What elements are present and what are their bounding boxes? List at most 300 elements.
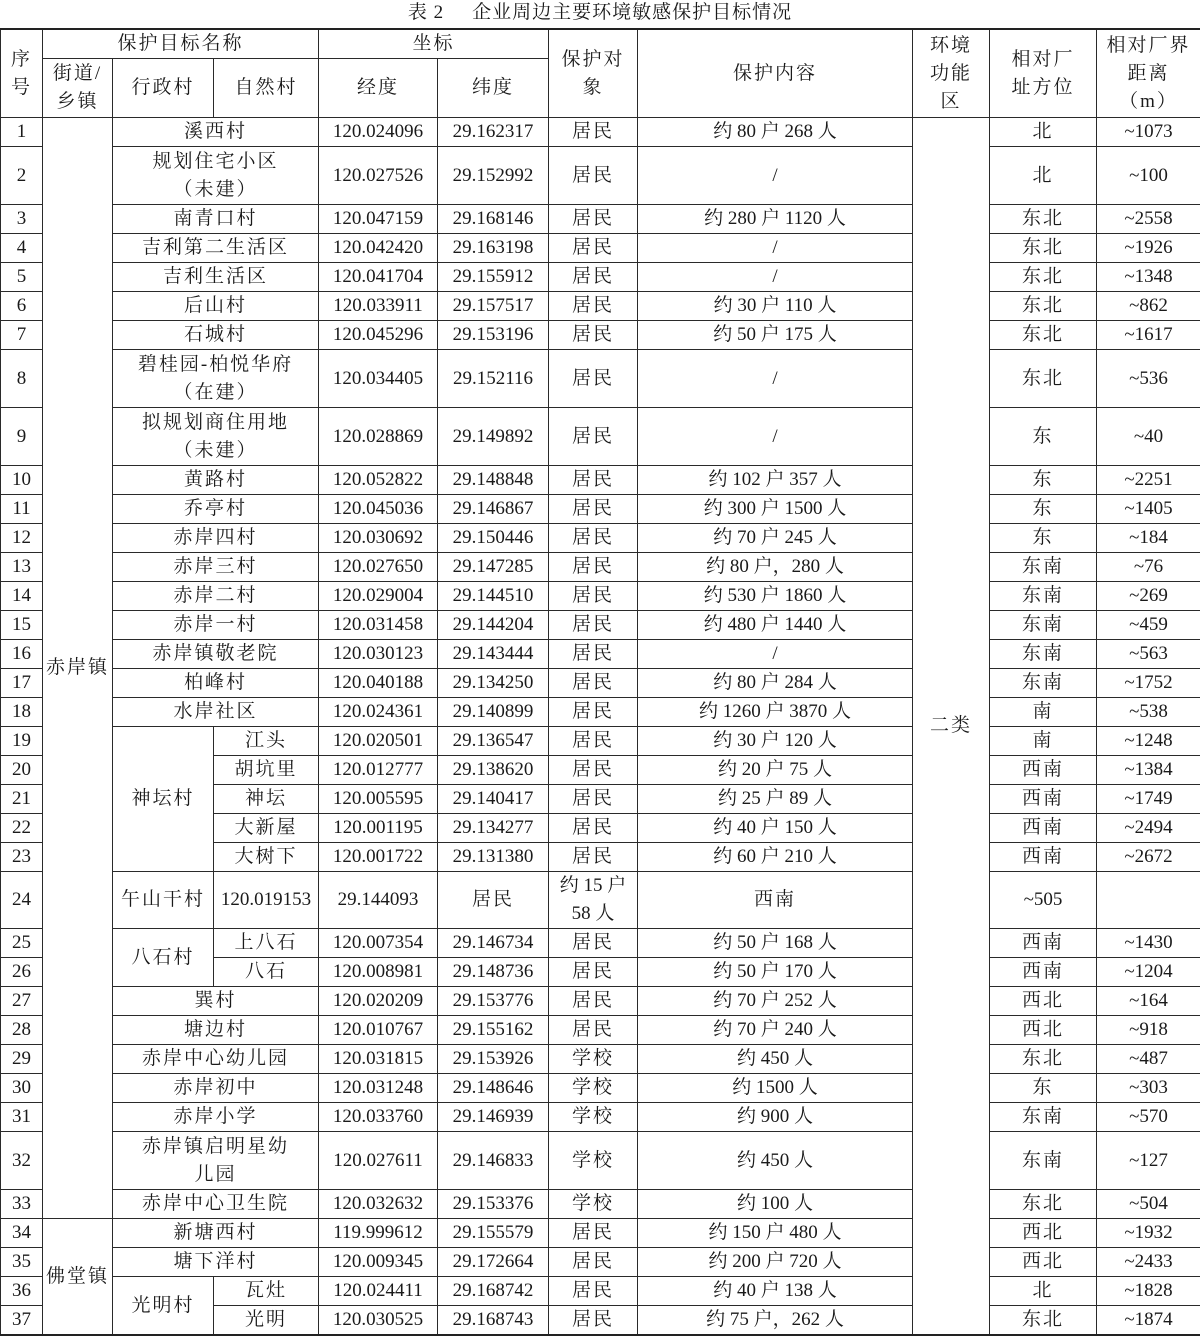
longitude-cell: 120.045296 bbox=[319, 321, 438, 350]
distance-cell: ~1617 bbox=[1097, 321, 1200, 350]
longitude-cell: 120.047159 bbox=[319, 205, 438, 234]
latitude-cell: 29.148646 bbox=[438, 1074, 549, 1103]
object-cell: 居民 bbox=[549, 263, 638, 292]
longitude-cell: 120.005595 bbox=[319, 785, 438, 814]
object-cell: 居民 bbox=[549, 321, 638, 350]
natural-village-cell: 大新屋 bbox=[214, 814, 319, 843]
seq-cell: 31 bbox=[1, 1103, 43, 1132]
header-target-name: 保护目标名称 bbox=[43, 29, 319, 59]
content-cell: / bbox=[638, 640, 913, 669]
target-name-cell: 新塘西村 bbox=[113, 1219, 319, 1248]
content-cell: 约 1260 户 3870 人 bbox=[638, 698, 913, 727]
longitude-cell: 120.020209 bbox=[319, 987, 438, 1016]
distance-cell: ~504 bbox=[1097, 1190, 1200, 1219]
latitude-cell: 29.168146 bbox=[438, 205, 549, 234]
content-cell: 约 1500 人 bbox=[638, 1074, 913, 1103]
direction-cell: 东 bbox=[990, 466, 1097, 495]
target-name-cell: 赤岸二村 bbox=[113, 582, 319, 611]
object-cell: 居民 bbox=[549, 205, 638, 234]
seq-cell: 16 bbox=[1, 640, 43, 669]
longitude-cell: 120.031248 bbox=[319, 1074, 438, 1103]
table-row bbox=[1, 872, 1200, 929]
direction-cell: 西南 bbox=[638, 872, 913, 929]
natural-village-cell: 上八石 bbox=[214, 929, 319, 958]
seq-cell: 23 bbox=[1, 843, 43, 872]
direction-cell: 东北 bbox=[990, 1045, 1097, 1074]
content-cell: 约 40 户 150 人 bbox=[638, 814, 913, 843]
natural-village-cell: 神坛 bbox=[214, 785, 319, 814]
longitude-cell: 120.042420 bbox=[319, 234, 438, 263]
table-row bbox=[1, 147, 1200, 205]
direction-cell: 东 bbox=[990, 408, 1097, 466]
target-name-cell: 后山村 bbox=[113, 292, 319, 321]
target-name-cell: 赤岸初中 bbox=[113, 1074, 319, 1103]
table-row bbox=[1, 611, 1200, 640]
latitude-cell: 29.149892 bbox=[438, 408, 549, 466]
longitude-cell: 120.019153 bbox=[214, 872, 319, 929]
object-cell: 居民 bbox=[549, 611, 638, 640]
content-cell: 约 60 户 210 人 bbox=[638, 843, 913, 872]
object-cell: 居民 bbox=[438, 872, 549, 929]
object-cell: 居民 bbox=[549, 929, 638, 958]
table-row bbox=[1, 698, 1200, 727]
header-natural-village: 自然村 bbox=[214, 59, 319, 118]
distance-cell: ~563 bbox=[1097, 640, 1200, 669]
seq-cell: 33 bbox=[1, 1190, 43, 1219]
object-cell: 居民 bbox=[549, 582, 638, 611]
direction-cell: 西南 bbox=[990, 958, 1097, 987]
content-cell: 约 102 户 357 人 bbox=[638, 466, 913, 495]
seq-cell: 29 bbox=[1, 1045, 43, 1074]
target-name-cell: 水岸社区 bbox=[113, 698, 319, 727]
table-row bbox=[1, 292, 1200, 321]
town-cell: 赤岸镇 bbox=[43, 118, 113, 1219]
direction-cell: 东北 bbox=[990, 263, 1097, 292]
seq-cell: 10 bbox=[1, 466, 43, 495]
table-row bbox=[1, 1277, 1200, 1306]
seq-cell: 24 bbox=[1, 872, 43, 929]
longitude-cell: 120.030692 bbox=[319, 524, 438, 553]
table-row bbox=[1, 1190, 1200, 1219]
target-name-cell: 赤岸小学 bbox=[113, 1103, 319, 1132]
table-row bbox=[1, 408, 1200, 466]
table-row bbox=[1, 727, 1200, 756]
latitude-cell: 29.155579 bbox=[438, 1219, 549, 1248]
table-row bbox=[1, 263, 1200, 292]
distance-cell: ~76 bbox=[1097, 553, 1200, 582]
direction-cell: 东北 bbox=[990, 321, 1097, 350]
object-cell: 居民 bbox=[549, 1219, 638, 1248]
distance-cell: ~459 bbox=[1097, 611, 1200, 640]
seq-cell: 2 bbox=[1, 147, 43, 205]
longitude-cell: 120.010767 bbox=[319, 1016, 438, 1045]
direction-cell: 西南 bbox=[990, 929, 1097, 958]
object-cell: 居民 bbox=[549, 756, 638, 785]
distance-cell: ~184 bbox=[1097, 524, 1200, 553]
latitude-cell: 29.144093 bbox=[319, 872, 438, 929]
target-name-cell: 石城村 bbox=[113, 321, 319, 350]
table-row bbox=[1, 205, 1200, 234]
object-cell: 居民 bbox=[549, 698, 638, 727]
table-row bbox=[1, 350, 1200, 408]
latitude-cell: 29.144204 bbox=[438, 611, 549, 640]
seq-cell: 17 bbox=[1, 669, 43, 698]
seq-cell: 6 bbox=[1, 292, 43, 321]
natural-village-cell: 瓦灶 bbox=[214, 1277, 319, 1306]
content-cell: 约 300 户 1500 人 bbox=[638, 495, 913, 524]
seq-cell: 34 bbox=[1, 1219, 43, 1248]
content-cell: 约 50 户 170 人 bbox=[638, 958, 913, 987]
longitude-cell: 120.034405 bbox=[319, 350, 438, 408]
object-cell: 学校 bbox=[549, 1045, 638, 1074]
longitude-cell: 119.999612 bbox=[319, 1219, 438, 1248]
object-cell: 居民 bbox=[549, 524, 638, 553]
direction-cell: 东北 bbox=[990, 350, 1097, 408]
object-cell: 学校 bbox=[549, 1132, 638, 1190]
content-cell: 约 280 户 1120 人 bbox=[638, 205, 913, 234]
longitude-cell: 120.024096 bbox=[319, 118, 438, 147]
table-row bbox=[1, 1248, 1200, 1277]
content-cell: 约 80 户 284 人 bbox=[638, 669, 913, 698]
table-row bbox=[1, 669, 1200, 698]
content-cell: 约 50 户 175 人 bbox=[638, 321, 913, 350]
distance-cell: ~1749 bbox=[1097, 785, 1200, 814]
longitude-cell: 120.031815 bbox=[319, 1045, 438, 1074]
latitude-cell: 29.153926 bbox=[438, 1045, 549, 1074]
content-cell: 约 30 户 110 人 bbox=[638, 292, 913, 321]
direction-cell: 西北 bbox=[990, 987, 1097, 1016]
distance-cell: ~127 bbox=[1097, 1132, 1200, 1190]
distance-cell: ~100 bbox=[1097, 147, 1200, 205]
content-cell: 约 70 户 240 人 bbox=[638, 1016, 913, 1045]
natural-village-cell: 八石 bbox=[214, 958, 319, 987]
object-cell: 居民 bbox=[549, 118, 638, 147]
town-cell: 佛堂镇 bbox=[43, 1219, 113, 1336]
direction-cell: 西南 bbox=[990, 843, 1097, 872]
table-row bbox=[1, 1045, 1200, 1074]
longitude-cell: 120.024361 bbox=[319, 698, 438, 727]
distance-cell: ~487 bbox=[1097, 1045, 1200, 1074]
target-name-cell: 赤岸一村 bbox=[113, 611, 319, 640]
distance-cell: ~2558 bbox=[1097, 205, 1200, 234]
longitude-cell: 120.007354 bbox=[319, 929, 438, 958]
object-cell: 居民 bbox=[549, 553, 638, 582]
table-row bbox=[1, 1132, 1200, 1190]
object-cell: 居民 bbox=[549, 727, 638, 756]
latitude-cell: 29.146867 bbox=[438, 495, 549, 524]
table-row bbox=[1, 234, 1200, 263]
target-name-cell: 规划住宅小区（未建） bbox=[113, 147, 319, 205]
distance-cell: ~1932 bbox=[1097, 1219, 1200, 1248]
latitude-cell: 29.163198 bbox=[438, 234, 549, 263]
latitude-cell: 29.140417 bbox=[438, 785, 549, 814]
seq-cell: 37 bbox=[1, 1306, 43, 1336]
distance-cell: ~1348 bbox=[1097, 263, 1200, 292]
direction-cell: 东南 bbox=[990, 669, 1097, 698]
natural-village-cell: 光明 bbox=[214, 1306, 319, 1336]
latitude-cell: 29.146939 bbox=[438, 1103, 549, 1132]
latitude-cell: 29.153776 bbox=[438, 987, 549, 1016]
table-caption bbox=[0, 0, 1200, 28]
seq-cell: 4 bbox=[1, 234, 43, 263]
object-cell: 学校 bbox=[549, 1074, 638, 1103]
header-seq: 序号 bbox=[1, 29, 43, 118]
distance-cell: ~2494 bbox=[1097, 814, 1200, 843]
object-cell: 居民 bbox=[549, 234, 638, 263]
direction-cell: 东北 bbox=[990, 1190, 1097, 1219]
direction-cell: 东北 bbox=[990, 1306, 1097, 1336]
latitude-cell: 29.138620 bbox=[438, 756, 549, 785]
target-name-cell: 赤岸中心幼儿园 bbox=[113, 1045, 319, 1074]
direction-cell: 西南 bbox=[990, 785, 1097, 814]
seq-cell: 35 bbox=[1, 1248, 43, 1277]
seq-cell: 32 bbox=[1, 1132, 43, 1190]
longitude-cell: 120.040188 bbox=[319, 669, 438, 698]
latitude-cell: 29.146833 bbox=[438, 1132, 549, 1190]
object-cell: 学校 bbox=[549, 1190, 638, 1219]
object-cell: 居民 bbox=[549, 843, 638, 872]
content-cell: 约 25 户 89 人 bbox=[638, 785, 913, 814]
target-name-cell: 赤岸镇敬老院 bbox=[113, 640, 319, 669]
content-cell: 约 70 户 245 人 bbox=[638, 524, 913, 553]
seq-cell: 22 bbox=[1, 814, 43, 843]
content-cell: 约 100 人 bbox=[638, 1190, 913, 1219]
target-name-cell: 吉利第二生活区 bbox=[113, 234, 319, 263]
header-direction: 相对厂址方位 bbox=[990, 29, 1097, 118]
distance-cell: ~1874 bbox=[1097, 1306, 1200, 1336]
seq-cell: 21 bbox=[1, 785, 43, 814]
seq-cell: 30 bbox=[1, 1074, 43, 1103]
content-cell: 约 75 户，262 人 bbox=[638, 1306, 913, 1336]
table-title: 企业周边主要环境敏感保护目标情况 bbox=[472, 2, 793, 23]
longitude-cell: 120.033760 bbox=[319, 1103, 438, 1132]
table-row bbox=[1, 466, 1200, 495]
distance-cell: ~2433 bbox=[1097, 1248, 1200, 1277]
seq-cell: 8 bbox=[1, 350, 43, 408]
longitude-cell: 120.027650 bbox=[319, 553, 438, 582]
object-cell: 学校 bbox=[549, 1103, 638, 1132]
distance-cell: ~538 bbox=[1097, 698, 1200, 727]
header-zone: 环境功能区 bbox=[913, 29, 990, 118]
direction-cell: 西北 bbox=[990, 1016, 1097, 1045]
latitude-cell: 29.153196 bbox=[438, 321, 549, 350]
longitude-cell: 120.031458 bbox=[319, 611, 438, 640]
seq-cell: 3 bbox=[1, 205, 43, 234]
longitude-cell: 120.032632 bbox=[319, 1190, 438, 1219]
header-object: 保护对象 bbox=[549, 29, 638, 118]
direction-cell: 东南 bbox=[990, 553, 1097, 582]
object-cell: 居民 bbox=[549, 987, 638, 1016]
admin-village-cell: 神坛村 bbox=[113, 727, 214, 872]
target-name-cell: 赤岸四村 bbox=[113, 524, 319, 553]
distance-cell: ~40 bbox=[1097, 408, 1200, 466]
content-cell: 约 80 户，280 人 bbox=[638, 553, 913, 582]
direction-cell: 西南 bbox=[990, 814, 1097, 843]
seq-cell: 26 bbox=[1, 958, 43, 987]
latitude-cell: 29.168743 bbox=[438, 1306, 549, 1336]
distance-cell: ~1926 bbox=[1097, 234, 1200, 263]
object-cell: 居民 bbox=[549, 350, 638, 408]
header-distance: 相对厂界距离（m） bbox=[1097, 29, 1200, 118]
distance-cell: ~1828 bbox=[1097, 1277, 1200, 1306]
object-cell: 居民 bbox=[549, 1306, 638, 1336]
table-number: 表 2 bbox=[407, 2, 445, 23]
content-cell: 约 15 户 58 人 bbox=[549, 872, 638, 929]
latitude-cell: 29.143444 bbox=[438, 640, 549, 669]
object-cell: 居民 bbox=[549, 147, 638, 205]
distance-cell: ~1073 bbox=[1097, 118, 1200, 147]
latitude-cell: 29.152116 bbox=[438, 350, 549, 408]
admin-village-cell: 光明村 bbox=[113, 1277, 214, 1336]
seq-cell: 5 bbox=[1, 263, 43, 292]
seq-cell: 27 bbox=[1, 987, 43, 1016]
latitude-cell: 29.155912 bbox=[438, 263, 549, 292]
direction-cell: 西北 bbox=[990, 1219, 1097, 1248]
header-longitude: 经度 bbox=[319, 59, 438, 118]
table-row bbox=[1, 1103, 1200, 1132]
table-row bbox=[1, 524, 1200, 553]
seq-cell: 7 bbox=[1, 321, 43, 350]
content-cell: 约 200 户 720 人 bbox=[638, 1248, 913, 1277]
object-cell: 居民 bbox=[549, 814, 638, 843]
natural-village-cell: 胡坑里 bbox=[214, 756, 319, 785]
latitude-cell: 29.136547 bbox=[438, 727, 549, 756]
table-row bbox=[1, 495, 1200, 524]
table-row bbox=[1, 987, 1200, 1016]
distance-cell: ~1248 bbox=[1097, 727, 1200, 756]
object-cell: 居民 bbox=[549, 1016, 638, 1045]
latitude-cell: 29.134250 bbox=[438, 669, 549, 698]
zone-cell: 二类 bbox=[913, 118, 990, 1336]
direction-cell: 东 bbox=[990, 495, 1097, 524]
table-row bbox=[1, 1016, 1200, 1045]
header-coordinates: 坐标 bbox=[319, 29, 549, 59]
object-cell: 居民 bbox=[549, 958, 638, 987]
content-cell: 约 30 户 120 人 bbox=[638, 727, 913, 756]
longitude-cell: 120.027526 bbox=[319, 147, 438, 205]
longitude-cell: 120.030123 bbox=[319, 640, 438, 669]
header-latitude: 纬度 bbox=[438, 59, 549, 118]
target-name-cell: 赤岸中心卫生院 bbox=[113, 1190, 319, 1219]
distance-cell: ~1384 bbox=[1097, 756, 1200, 785]
content-cell: 约 530 户 1860 人 bbox=[638, 582, 913, 611]
direction-cell: 西北 bbox=[990, 1248, 1097, 1277]
distance-cell: ~303 bbox=[1097, 1074, 1200, 1103]
content-cell: 约 450 人 bbox=[638, 1045, 913, 1074]
distance-cell: ~918 bbox=[1097, 1016, 1200, 1045]
direction-cell: 东北 bbox=[990, 205, 1097, 234]
seq-cell: 28 bbox=[1, 1016, 43, 1045]
object-cell: 居民 bbox=[549, 495, 638, 524]
direction-cell: 北 bbox=[990, 1277, 1097, 1306]
latitude-cell: 29.152992 bbox=[438, 147, 549, 205]
target-name-cell: 溪西村 bbox=[113, 118, 319, 147]
latitude-cell: 29.146734 bbox=[438, 929, 549, 958]
direction-cell: 东南 bbox=[990, 1132, 1097, 1190]
longitude-cell: 120.030525 bbox=[319, 1306, 438, 1336]
sensitive-targets-table bbox=[0, 28, 1200, 1336]
natural-village-cell: 午山干村 bbox=[113, 872, 214, 929]
longitude-cell: 120.008981 bbox=[319, 958, 438, 987]
longitude-cell: 120.033911 bbox=[319, 292, 438, 321]
natural-village-cell: 江头 bbox=[214, 727, 319, 756]
latitude-cell: 29.162317 bbox=[438, 118, 549, 147]
latitude-cell: 29.168742 bbox=[438, 1277, 549, 1306]
distance-cell: ~1204 bbox=[1097, 958, 1200, 987]
object-cell: 居民 bbox=[549, 292, 638, 321]
content-cell: / bbox=[638, 408, 913, 466]
distance-cell: ~1430 bbox=[1097, 929, 1200, 958]
distance-cell: ~536 bbox=[1097, 350, 1200, 408]
target-name-cell: 吉利生活区 bbox=[113, 263, 319, 292]
latitude-cell: 29.155162 bbox=[438, 1016, 549, 1045]
longitude-cell: 120.001722 bbox=[319, 843, 438, 872]
table-row bbox=[1, 1074, 1200, 1103]
seq-cell: 14 bbox=[1, 582, 43, 611]
object-cell: 居民 bbox=[549, 408, 638, 466]
seq-cell: 36 bbox=[1, 1277, 43, 1306]
seq-cell: 9 bbox=[1, 408, 43, 466]
object-cell: 居民 bbox=[549, 785, 638, 814]
content-cell: 约 900 人 bbox=[638, 1103, 913, 1132]
direction-cell: 东北 bbox=[990, 292, 1097, 321]
target-name-cell: 塘下洋村 bbox=[113, 1248, 319, 1277]
target-name-cell: 柏峰村 bbox=[113, 669, 319, 698]
seq-cell: 19 bbox=[1, 727, 43, 756]
distance-cell: ~269 bbox=[1097, 582, 1200, 611]
longitude-cell: 120.041704 bbox=[319, 263, 438, 292]
distance-cell: ~164 bbox=[1097, 987, 1200, 1016]
target-name-cell: 赤岸镇启明星幼儿园 bbox=[113, 1132, 319, 1190]
longitude-cell: 120.020501 bbox=[319, 727, 438, 756]
latitude-cell: 29.172664 bbox=[438, 1248, 549, 1277]
distance-cell: ~2251 bbox=[1097, 466, 1200, 495]
seq-cell: 11 bbox=[1, 495, 43, 524]
longitude-cell: 120.028869 bbox=[319, 408, 438, 466]
latitude-cell: 29.144510 bbox=[438, 582, 549, 611]
direction-cell: 南 bbox=[990, 698, 1097, 727]
direction-cell: 东南 bbox=[990, 640, 1097, 669]
target-name-cell: 黄路村 bbox=[113, 466, 319, 495]
longitude-cell: 120.052822 bbox=[319, 466, 438, 495]
latitude-cell: 29.147285 bbox=[438, 553, 549, 582]
latitude-cell: 29.153376 bbox=[438, 1190, 549, 1219]
seq-cell: 13 bbox=[1, 553, 43, 582]
seq-cell: 15 bbox=[1, 611, 43, 640]
direction-cell: 北 bbox=[990, 118, 1097, 147]
table-row bbox=[1, 582, 1200, 611]
content-cell: 约 480 户 1440 人 bbox=[638, 611, 913, 640]
latitude-cell: 29.157517 bbox=[438, 292, 549, 321]
latitude-cell: 29.150446 bbox=[438, 524, 549, 553]
header-admin-village: 行政村 bbox=[113, 59, 214, 118]
seq-cell: 18 bbox=[1, 698, 43, 727]
direction-cell: 南 bbox=[990, 727, 1097, 756]
distance-cell: ~1752 bbox=[1097, 669, 1200, 698]
seq-cell: 1 bbox=[1, 118, 43, 147]
longitude-cell: 120.029004 bbox=[319, 582, 438, 611]
target-name-cell: 赤岸三村 bbox=[113, 553, 319, 582]
longitude-cell: 120.045036 bbox=[319, 495, 438, 524]
table-row bbox=[1, 1219, 1200, 1248]
content-cell: 约 20 户 75 人 bbox=[638, 756, 913, 785]
seq-cell: 20 bbox=[1, 756, 43, 785]
latitude-cell: 29.134277 bbox=[438, 814, 549, 843]
content-cell: 约 40 户 138 人 bbox=[638, 1277, 913, 1306]
content-cell: 约 70 户 252 人 bbox=[638, 987, 913, 1016]
object-cell: 居民 bbox=[549, 640, 638, 669]
content-cell: 约 50 户 168 人 bbox=[638, 929, 913, 958]
